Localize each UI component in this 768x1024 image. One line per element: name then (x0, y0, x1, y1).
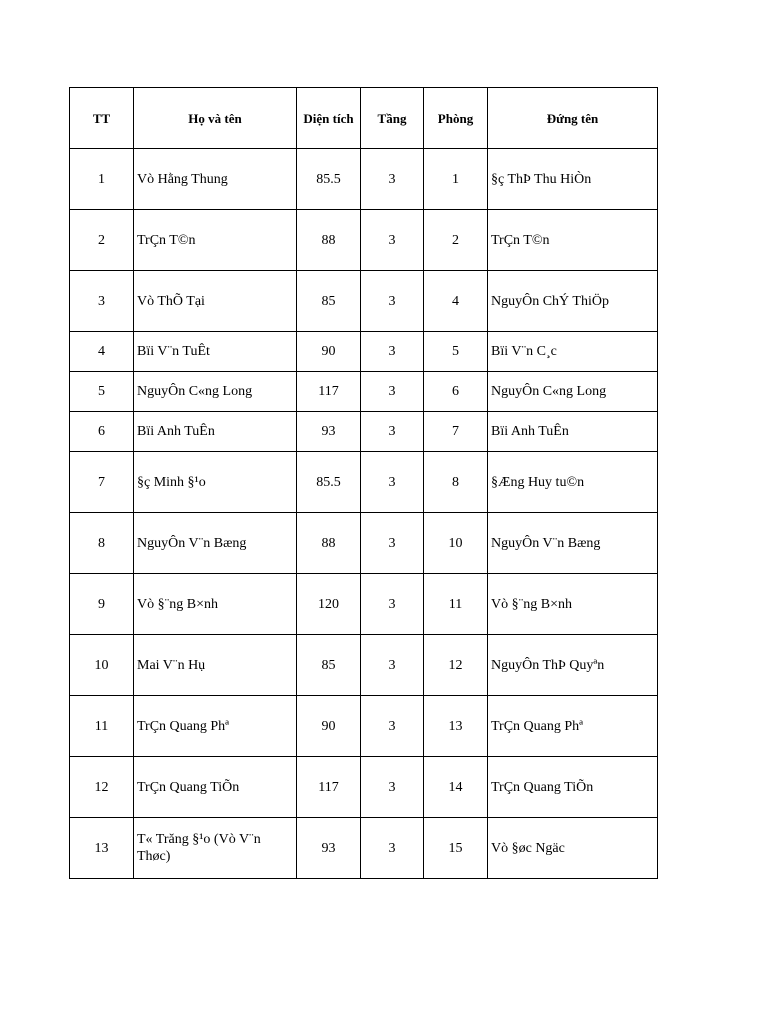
cell-owner: TrÇn T©n (488, 210, 658, 271)
cell-area: 88 (297, 210, 361, 271)
cell-room: 6 (424, 372, 488, 412)
cell-name: §ç Minh §¹o (134, 452, 297, 513)
cell-area: 93 (297, 412, 361, 452)
cell-room: 15 (424, 818, 488, 879)
cell-owner: NguyÔn V¨n Bæng (488, 513, 658, 574)
cell-owner: Vò §¨ng B×nh (488, 574, 658, 635)
cell-floor: 3 (361, 574, 424, 635)
table-row (70, 574, 658, 635)
cell-tt: 10 (70, 635, 134, 696)
cell-room: 12 (424, 635, 488, 696)
cell-area: 120 (297, 574, 361, 635)
cell-tt: 3 (70, 271, 134, 332)
table-row (70, 271, 658, 332)
table-row (70, 757, 658, 818)
cell-tt: 12 (70, 757, 134, 818)
cell-floor: 3 (361, 818, 424, 879)
cell-floor: 3 (361, 757, 424, 818)
cell-area: 85 (297, 635, 361, 696)
cell-tt: 13 (70, 818, 134, 879)
cell-area: 85.5 (297, 452, 361, 513)
header-owner: Đứng tên (488, 88, 658, 149)
cell-owner: §Æng Huy tu©n (488, 452, 658, 513)
cell-owner: Vò §øc Ngäc (488, 818, 658, 879)
cell-floor: 3 (361, 210, 424, 271)
cell-floor: 3 (361, 271, 424, 332)
cell-name: Vò §¨ng B×nh (134, 574, 297, 635)
cell-tt: 4 (70, 332, 134, 372)
cell-area: 117 (297, 372, 361, 412)
cell-area: 90 (297, 696, 361, 757)
cell-name: TrÇn Quang Phª (134, 696, 297, 757)
cell-area: 88 (297, 513, 361, 574)
table-row (70, 818, 658, 879)
table-header-row (70, 88, 658, 149)
cell-name: TrÇn Quang TiÕn (134, 757, 297, 818)
cell-area: 90 (297, 332, 361, 372)
cell-tt: 2 (70, 210, 134, 271)
table-row (70, 332, 658, 372)
cell-room: 2 (424, 210, 488, 271)
cell-owner: NguyÔn C«ng Long (488, 372, 658, 412)
header-name: Họ và tên (134, 88, 297, 149)
cell-tt: 5 (70, 372, 134, 412)
cell-name: TrÇn T©n (134, 210, 297, 271)
header-room: Phòng (424, 88, 488, 149)
cell-floor: 3 (361, 412, 424, 452)
cell-owner: §ç ThÞ Thu HiÒn (488, 149, 658, 210)
cell-floor: 3 (361, 332, 424, 372)
table-row (70, 513, 658, 574)
cell-name: T« Trăng §¹o (Vò V¨n Thøc) (134, 818, 297, 879)
cell-name: Mai V¨n Hụ (134, 635, 297, 696)
cell-area: 117 (297, 757, 361, 818)
cell-floor: 3 (361, 149, 424, 210)
cell-room: 4 (424, 271, 488, 332)
cell-area: 85.5 (297, 149, 361, 210)
cell-floor: 3 (361, 635, 424, 696)
cell-name: Vò ThÕ Tại (134, 271, 297, 332)
table-row (70, 210, 658, 271)
cell-floor: 3 (361, 696, 424, 757)
cell-room: 1 (424, 149, 488, 210)
cell-room: 10 (424, 513, 488, 574)
table-row (70, 452, 658, 513)
cell-area: 85 (297, 271, 361, 332)
cell-tt: 7 (70, 452, 134, 513)
cell-room: 5 (424, 332, 488, 372)
cell-tt: 1 (70, 149, 134, 210)
cell-floor: 3 (361, 513, 424, 574)
cell-name: Vò Hằng Thung (134, 149, 297, 210)
cell-room: 11 (424, 574, 488, 635)
cell-owner: Bïi V¨n C¸c (488, 332, 658, 372)
cell-floor: 3 (361, 452, 424, 513)
cell-room: 8 (424, 452, 488, 513)
cell-owner: NguyÔn ChÝ ThiÖp (488, 271, 658, 332)
cell-tt: 11 (70, 696, 134, 757)
cell-tt: 6 (70, 412, 134, 452)
header-area: Diện tích (297, 88, 361, 149)
table-row (70, 149, 658, 210)
header-tt: TT (70, 88, 134, 149)
cell-room: 7 (424, 412, 488, 452)
table-row (70, 635, 658, 696)
cell-area: 93 (297, 818, 361, 879)
cell-room: 13 (424, 696, 488, 757)
cell-name: NguyÔn V¨n Bæng (134, 513, 297, 574)
cell-owner: TrÇn Quang TiÕn (488, 757, 658, 818)
cell-room: 14 (424, 757, 488, 818)
cell-tt: 9 (70, 574, 134, 635)
cell-owner: Bïi Anh TuÊn (488, 412, 658, 452)
cell-owner: NguyÔn ThÞ Quyªn (488, 635, 658, 696)
cell-owner: TrÇn Quang Phª (488, 696, 658, 757)
table-row (70, 696, 658, 757)
cell-tt: 8 (70, 513, 134, 574)
table-row (70, 372, 658, 412)
header-floor: Tầng (361, 88, 424, 149)
cell-floor: 3 (361, 372, 424, 412)
cell-name: NguyÔn C«ng Long (134, 372, 297, 412)
table-row (70, 412, 658, 452)
cell-name: Bïi V¨n TuÊt (134, 332, 297, 372)
records-table (69, 87, 658, 879)
cell-name: Bïi Anh TuÊn (134, 412, 297, 452)
